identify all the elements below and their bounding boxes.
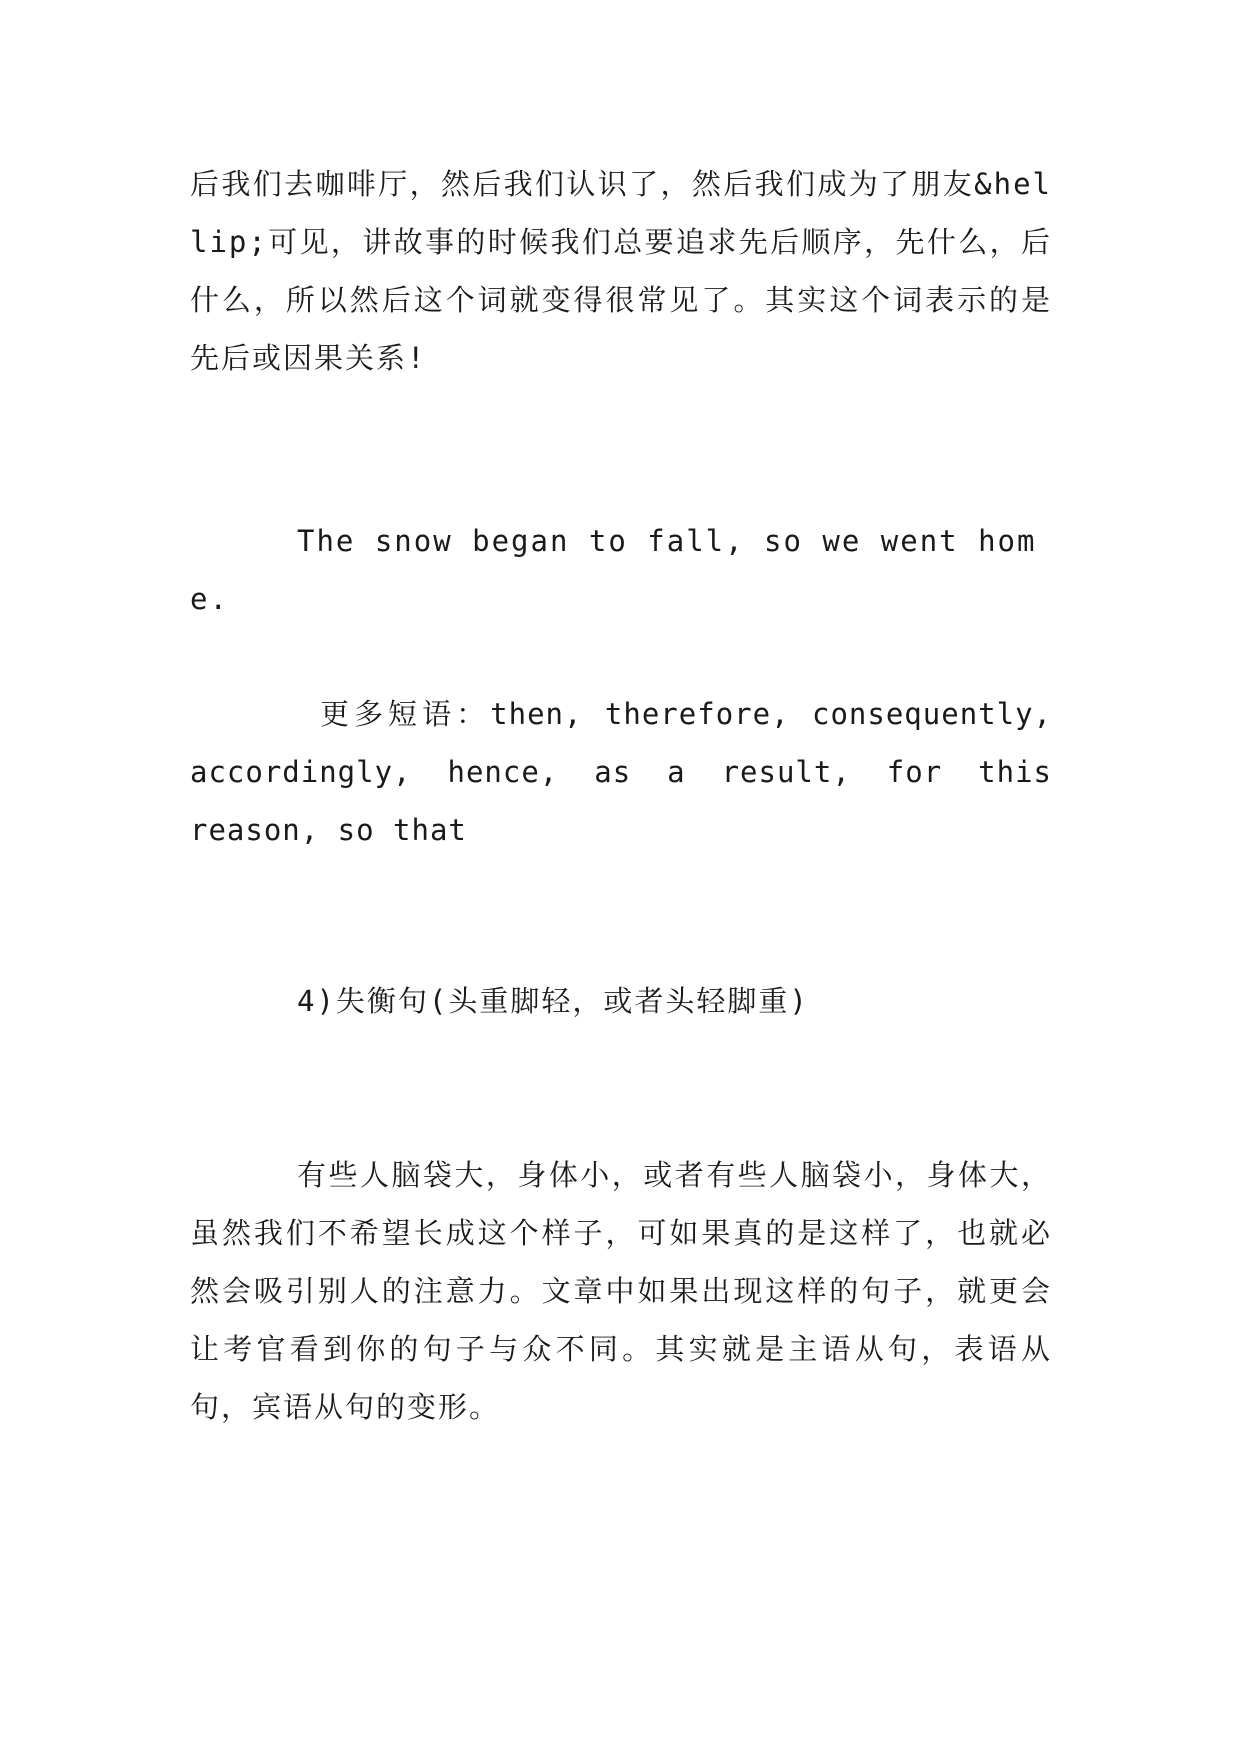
paragraph-more-phrases: 更多短语：then, therefore, consequently, accordingly, hence, as a result, for this reason, so that: [190, 697, 1052, 847]
paragraph-sequence-explanation: 后我们去咖啡厅，然后我们认识了，然后我们成为了朋友&hellip;可见，讲故事的时候我们总要追求先后顺序，先什么，后什么，所以然后这个词就变得很常见了。其实这个词表示的是先后或因果关系!: [190, 167, 1052, 375]
section-heading-unbalanced-sentence: 4)失衡句(头重脚轻，或者头轻脚重): [297, 984, 809, 1018]
paragraph-example-sentence: The snow began to fall, so we went home.: [190, 524, 1037, 616]
paragraph-unbalanced-explanation: 有些人脑袋大，身体小，或者有些人脑袋小，身体大，虽然我们不希望长成这个样子，可如果真的是这样了，也就必然会吸引别人的注意力。文章中如果出现这样的句子，就更会让考官看到你的句子与众不同。其实就是主语从句，表语从句，宾语从句的变形。: [190, 1158, 1052, 1424]
